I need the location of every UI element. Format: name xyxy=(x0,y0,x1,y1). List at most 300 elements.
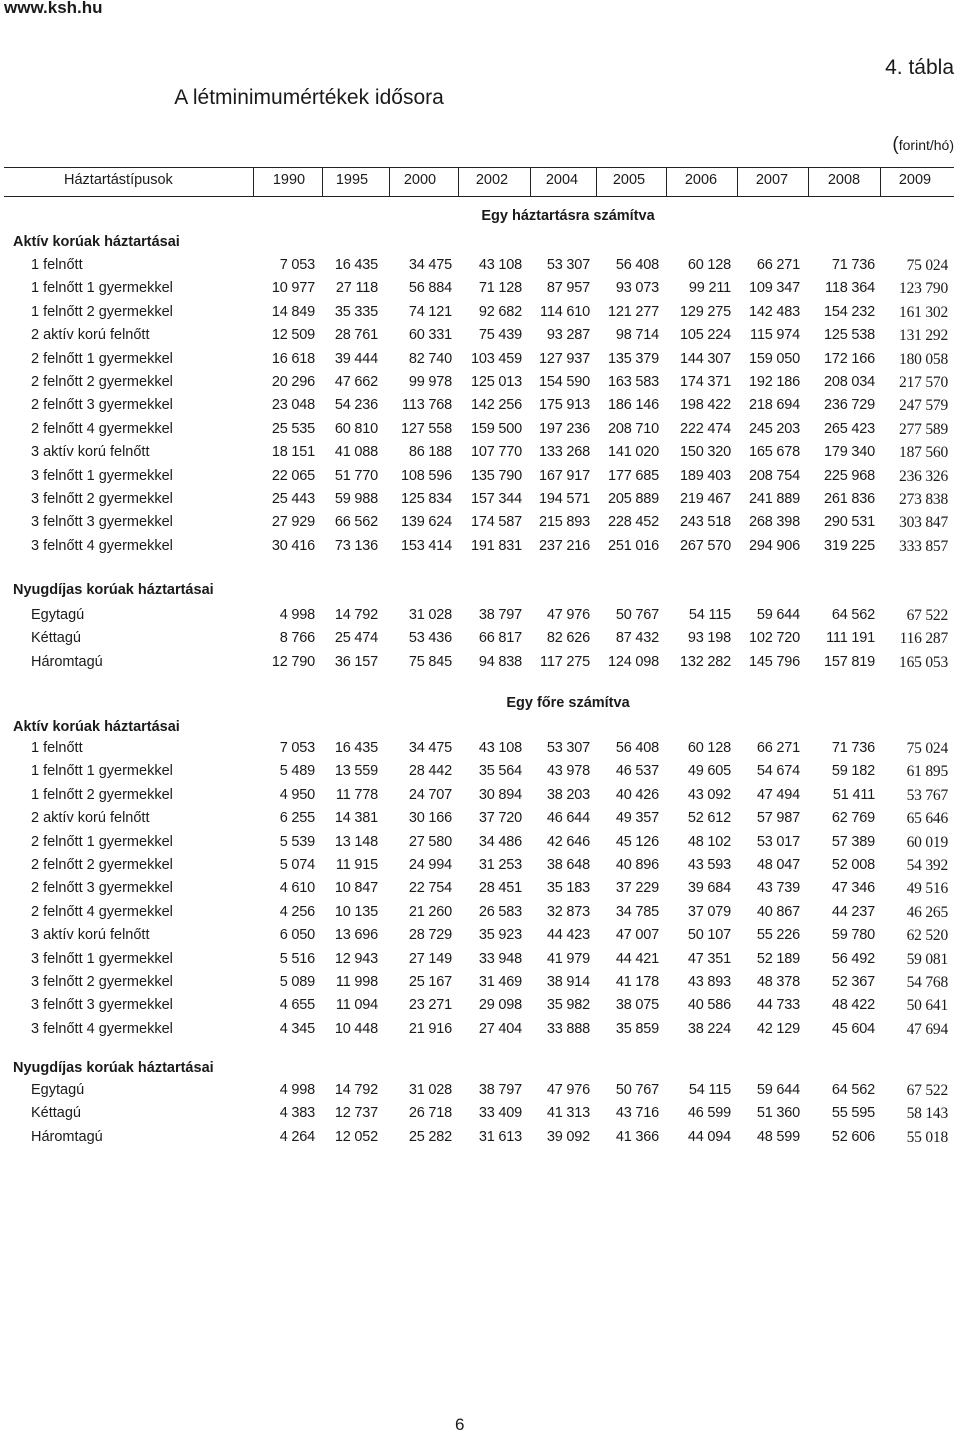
cell-value: 48 422 xyxy=(831,997,875,1014)
cell-value: 268 398 xyxy=(748,514,800,531)
cell-value: 125 013 xyxy=(470,374,522,390)
cell-value: 194 571 xyxy=(538,491,590,507)
row-label: 2 aktív korú felnőtt xyxy=(31,327,150,344)
cell-value: 62 769 xyxy=(831,810,875,827)
cell-value: 25 167 xyxy=(408,974,452,990)
cell-value: 245 203 xyxy=(748,420,800,437)
cell-value: 154 232 xyxy=(823,303,875,320)
header-year: 2008 xyxy=(827,172,861,188)
cell-value: 87 432 xyxy=(615,630,659,647)
cell-value: 4 264 xyxy=(279,1128,315,1145)
cell-value: 165 053 xyxy=(899,653,948,671)
table-row xyxy=(0,257,960,279)
cell-value: 179 340 xyxy=(823,444,875,461)
cell-value: 57 987 xyxy=(756,810,800,827)
cell-value: 98 714 xyxy=(615,327,659,344)
cell-value: 47 662 xyxy=(334,374,378,390)
cell-value: 46 599 xyxy=(687,1105,731,1122)
cell-value: 103 459 xyxy=(470,350,522,367)
table-row xyxy=(0,763,960,785)
cell-value: 52 008 xyxy=(831,857,875,873)
cell-value: 303 847 xyxy=(899,514,948,532)
cell-value: 225 968 xyxy=(823,467,875,484)
cell-value: 23 048 xyxy=(271,397,315,414)
cell-value: 52 606 xyxy=(831,1128,875,1145)
cell-value: 198 422 xyxy=(679,397,731,414)
table-row xyxy=(0,397,960,419)
cell-value: 189 403 xyxy=(679,467,731,484)
cell-value: 47 007 xyxy=(615,927,659,944)
cell-value: 53 767 xyxy=(906,786,948,804)
cell-value: 145 796 xyxy=(748,653,800,670)
header-year: 2004 xyxy=(545,172,579,188)
cell-value: 28 761 xyxy=(334,327,378,344)
cell-value: 116 287 xyxy=(899,630,948,648)
cell-value: 22 065 xyxy=(271,467,315,484)
header-year: 2007 xyxy=(755,172,789,188)
cell-value: 12 943 xyxy=(334,950,378,967)
cell-value: 125 834 xyxy=(400,491,452,507)
page-title xyxy=(0,86,960,110)
cell-value: 14 381 xyxy=(334,810,378,827)
cell-value: 13 696 xyxy=(334,927,378,944)
table-row xyxy=(0,857,960,879)
cell-value: 35 859 xyxy=(615,1020,659,1037)
cell-value: 41 088 xyxy=(334,444,378,461)
cell-value: 14 792 xyxy=(334,1082,378,1098)
cell-value: 75 845 xyxy=(408,653,452,670)
cell-value: 34 486 xyxy=(478,833,522,850)
cell-value: 243 518 xyxy=(679,514,731,531)
cell-value: 30 894 xyxy=(478,786,522,803)
row-label: 1 felnőtt 1 gyermekkel xyxy=(31,763,173,780)
row-label: 3 felnőtt 3 gyermekkel xyxy=(31,997,173,1014)
cell-value: 49 605 xyxy=(687,763,731,780)
cell-value: 47 976 xyxy=(546,607,590,623)
cell-value: 208 710 xyxy=(607,420,659,437)
cell-value: 74 121 xyxy=(408,303,452,320)
cell-value: 43 593 xyxy=(687,857,731,873)
table-row xyxy=(0,538,960,560)
cell-value: 14 792 xyxy=(334,607,378,623)
row-label: 2 felnőtt 4 gyermekkel xyxy=(31,903,173,920)
cell-value: 5 074 xyxy=(279,857,315,873)
table-row xyxy=(0,904,960,926)
cell-value: 37 229 xyxy=(615,880,659,897)
table-row xyxy=(0,421,960,443)
cell-value: 51 770 xyxy=(334,467,378,484)
table-row xyxy=(0,1105,960,1127)
cell-value: 44 421 xyxy=(615,950,659,967)
cell-value: 153 414 xyxy=(400,537,452,554)
cell-value: 44 423 xyxy=(546,927,590,944)
cell-value: 11 094 xyxy=(335,997,378,1014)
unit-label xyxy=(892,134,954,156)
cell-value: 45 126 xyxy=(615,833,659,850)
cell-value: 54 768 xyxy=(906,974,948,991)
cell-value: 41 178 xyxy=(615,974,659,990)
cell-value: 40 896 xyxy=(615,857,659,873)
cell-value: 165 678 xyxy=(748,444,800,461)
row-label: Egytagú xyxy=(31,607,85,623)
cell-value: 197 236 xyxy=(538,420,590,437)
cell-value: 175 913 xyxy=(538,397,590,414)
header-bottom-rule xyxy=(4,196,954,197)
cell-value: 172 166 xyxy=(823,350,875,367)
cell-value: 27 149 xyxy=(408,950,452,967)
cell-value: 251 016 xyxy=(607,537,659,554)
header-year: 2000 xyxy=(403,172,437,188)
cell-value: 26 583 xyxy=(478,903,522,920)
cell-value: 41 979 xyxy=(546,950,590,967)
cell-value: 33 409 xyxy=(478,1105,522,1122)
cell-value: 48 047 xyxy=(756,857,800,873)
cell-value: 5 489 xyxy=(279,763,315,780)
cell-value: 54 115 xyxy=(688,1082,731,1098)
cell-value: 27 404 xyxy=(478,1020,522,1037)
cell-value: 10 847 xyxy=(334,880,378,897)
row-label: 2 felnőtt 3 gyermekkel xyxy=(31,880,173,897)
cell-value: 51 360 xyxy=(756,1105,800,1122)
cell-value: 53 436 xyxy=(408,630,452,647)
cell-value: 27 929 xyxy=(271,514,315,531)
cell-value: 218 694 xyxy=(748,397,800,414)
cell-value: 25 474 xyxy=(334,630,378,647)
cell-value: 12 052 xyxy=(334,1128,378,1145)
cell-value: 24 994 xyxy=(408,857,452,873)
cell-value: 66 271 xyxy=(756,257,800,273)
cell-value: 47 346 xyxy=(831,880,875,897)
cell-value: 191 831 xyxy=(470,537,522,554)
cell-value: 118 364 xyxy=(825,280,875,297)
row-label: 3 aktív korú felnőtt xyxy=(31,444,150,461)
row-label: Háromtagú xyxy=(31,653,103,670)
cell-value: 228 452 xyxy=(607,514,659,531)
cell-value: 115 974 xyxy=(750,327,800,344)
cell-value: 139 624 xyxy=(400,514,452,531)
cell-value: 8 766 xyxy=(279,630,315,647)
cell-value: 47 976 xyxy=(546,1082,590,1098)
cell-value: 13 559 xyxy=(334,763,378,780)
cell-value: 121 277 xyxy=(607,303,659,320)
cell-value: 163 583 xyxy=(607,374,659,390)
table-row xyxy=(0,374,960,396)
table-row xyxy=(0,654,960,676)
table-row xyxy=(0,444,960,466)
cell-value: 25 535 xyxy=(271,420,315,437)
cell-value: 38 224 xyxy=(687,1020,731,1037)
cell-value: 35 982 xyxy=(546,997,590,1014)
table-row xyxy=(0,834,960,856)
cell-value: 157 344 xyxy=(470,491,522,507)
cell-value: 24 707 xyxy=(408,786,452,803)
cell-value: 265 423 xyxy=(823,420,875,437)
cell-value: 135 790 xyxy=(470,467,522,484)
cell-value: 62 520 xyxy=(906,927,948,945)
row-label: 2 felnőtt 4 gyermekkel xyxy=(31,420,173,437)
header-year: 2005 xyxy=(612,172,646,188)
cell-value: 39 684 xyxy=(687,880,731,897)
row-label: 2 felnőtt 2 gyermekkel xyxy=(31,857,173,873)
cell-value: 261 836 xyxy=(823,491,875,507)
cell-value: 247 579 xyxy=(899,397,948,415)
table-row xyxy=(0,787,960,809)
table-row xyxy=(0,1021,960,1043)
cell-value: 93 073 xyxy=(615,280,659,297)
cell-value: 37 720 xyxy=(478,810,522,827)
row-label: 3 felnőtt 3 gyermekkel xyxy=(31,514,173,531)
cell-value: 55 226 xyxy=(756,927,800,944)
cell-value: 31 253 xyxy=(478,857,522,873)
cell-value: 44 094 xyxy=(687,1128,731,1145)
cell-value: 16 618 xyxy=(271,350,315,367)
cell-value: 294 906 xyxy=(748,537,800,554)
group-heading: Nyugdíjas korúak háztartásai xyxy=(13,1060,214,1076)
cell-value: 56 884 xyxy=(408,280,452,297)
cell-value: 21 916 xyxy=(408,1020,452,1037)
cell-value: 60 019 xyxy=(906,833,948,851)
cell-value: 38 648 xyxy=(546,857,590,873)
cell-value: 109 347 xyxy=(748,280,800,297)
row-label: 3 felnőtt 1 gyermekkel xyxy=(31,467,173,484)
cell-value: 73 136 xyxy=(334,537,378,554)
cell-value: 54 115 xyxy=(688,607,731,623)
header-top-rule xyxy=(4,167,954,168)
row-label: 3 felnőtt 2 gyermekkel xyxy=(31,491,173,507)
cell-value: 23 271 xyxy=(408,997,452,1014)
row-label: Egytagú xyxy=(31,1082,85,1098)
cell-value: 61 895 xyxy=(906,763,948,781)
cell-value: 124 098 xyxy=(607,653,659,670)
cell-value: 135 379 xyxy=(607,350,659,367)
cell-value: 208 754 xyxy=(748,467,800,484)
table-row xyxy=(0,607,960,629)
cell-value: 42 129 xyxy=(756,1020,800,1037)
cell-value: 192 186 xyxy=(748,374,800,390)
header-separator xyxy=(737,167,738,196)
cell-value: 75 024 xyxy=(906,740,948,757)
cell-value: 34 785 xyxy=(615,903,659,920)
row-label: 3 felnőtt 4 gyermekkel xyxy=(31,537,173,554)
cell-value: 43 739 xyxy=(756,880,800,897)
cell-value: 13 148 xyxy=(334,833,378,850)
cell-value: 38 797 xyxy=(478,607,522,623)
header-year: 2002 xyxy=(475,172,509,188)
cell-value: 47 351 xyxy=(687,950,731,967)
cell-value: 5 539 xyxy=(279,833,315,850)
cell-value: 45 604 xyxy=(831,1020,875,1037)
cell-value: 40 867 xyxy=(756,903,800,920)
row-label: 1 felnőtt 2 gyermekkel xyxy=(31,303,173,320)
header-household-types: Háztartástípusok xyxy=(64,172,173,188)
cell-value: 187 560 xyxy=(899,444,948,462)
cell-value: 53 307 xyxy=(546,257,590,273)
cell-value: 59 081 xyxy=(906,950,948,968)
cell-value: 92 682 xyxy=(478,303,522,320)
cell-value: 7 053 xyxy=(279,257,315,273)
cell-value: 174 587 xyxy=(470,514,522,531)
table-row xyxy=(0,468,960,490)
row-label: 1 felnőtt xyxy=(31,257,83,273)
cell-value: 159 500 xyxy=(470,420,522,437)
cell-value: 39 092 xyxy=(546,1128,590,1145)
unit-text: forint/hó) xyxy=(898,137,954,153)
cell-value: 59 988 xyxy=(334,491,378,507)
cell-value: 236 729 xyxy=(823,397,875,414)
cell-value: 49 516 xyxy=(906,880,948,898)
cell-value: 123 790 xyxy=(899,280,948,298)
cell-value: 150 320 xyxy=(679,444,731,461)
cell-value: 71 128 xyxy=(478,280,522,297)
table-number: 4. tábla xyxy=(885,56,954,79)
header-separator xyxy=(666,167,667,196)
table-row xyxy=(0,974,960,996)
cell-value: 10 448 xyxy=(334,1020,378,1037)
cell-value: 236 326 xyxy=(899,467,948,485)
row-label: 1 felnőtt xyxy=(31,740,83,756)
cell-value: 31 028 xyxy=(408,607,452,623)
cell-value: 67 522 xyxy=(906,607,948,624)
table-row xyxy=(0,630,960,652)
cell-value: 66 271 xyxy=(756,740,800,756)
cell-value: 237 216 xyxy=(538,537,590,554)
row-label: 2 aktív korú felnőtt xyxy=(31,810,150,827)
cell-value: 4 950 xyxy=(279,786,315,803)
cell-value: 132 282 xyxy=(679,653,731,670)
cell-value: 11 915 xyxy=(335,857,378,873)
table-row xyxy=(0,1082,960,1104)
cell-value: 157 819 xyxy=(823,653,875,670)
cell-value: 167 917 xyxy=(538,467,590,484)
row-label: 1 felnőtt 2 gyermekkel xyxy=(31,786,173,803)
row-label: 1 felnőtt 1 gyermekkel xyxy=(31,280,173,297)
row-label: 2 felnőtt 2 gyermekkel xyxy=(31,374,173,390)
cell-value: 12 790 xyxy=(271,653,315,670)
cell-value: 125 538 xyxy=(823,327,875,344)
cell-value: 267 570 xyxy=(679,537,731,554)
cell-value: 186 146 xyxy=(607,397,659,414)
cell-value: 48 102 xyxy=(687,833,731,850)
cell-value: 290 531 xyxy=(823,514,875,531)
cell-value: 38 203 xyxy=(546,786,590,803)
cell-value: 41 366 xyxy=(615,1128,659,1145)
cell-value: 33 948 xyxy=(478,950,522,967)
cell-value: 222 474 xyxy=(679,420,731,437)
cell-value: 16 435 xyxy=(334,740,378,756)
header-separator xyxy=(808,167,809,196)
table-row xyxy=(0,514,960,536)
cell-value: 53 307 xyxy=(546,740,590,756)
cell-value: 27 118 xyxy=(335,280,378,297)
cell-value: 40 586 xyxy=(687,997,731,1014)
cell-value: 5 516 xyxy=(279,950,315,967)
group-heading: Nyugdíjas korúak háztartásai xyxy=(13,582,214,598)
cell-value: 241 889 xyxy=(748,491,800,507)
header-separator xyxy=(880,167,881,196)
cell-value: 99 211 xyxy=(688,280,731,297)
header-year: 1995 xyxy=(335,172,369,188)
cell-value: 93 287 xyxy=(546,327,590,344)
cell-value: 60 128 xyxy=(687,740,731,756)
row-label: Kéttagú xyxy=(31,1105,81,1122)
site-url[interactable]: www.ksh.hu xyxy=(4,0,103,17)
header-year: 2006 xyxy=(684,172,718,188)
cell-value: 82 740 xyxy=(408,350,452,367)
cell-value: 205 889 xyxy=(607,491,659,507)
row-label: 3 felnőtt 4 gyermekkel xyxy=(31,1020,173,1037)
cell-value: 154 590 xyxy=(538,374,590,390)
cell-value: 38 075 xyxy=(615,997,659,1014)
cell-value: 113 768 xyxy=(402,397,452,414)
cell-value: 127 937 xyxy=(538,350,590,367)
cell-value: 28 451 xyxy=(478,880,522,897)
cell-value: 59 644 xyxy=(756,1082,800,1098)
cell-value: 46 537 xyxy=(615,763,659,780)
cell-value: 27 580 xyxy=(408,833,452,850)
row-label: Kéttagú xyxy=(31,630,81,647)
cell-value: 105 224 xyxy=(679,327,731,344)
cell-value: 52 189 xyxy=(756,950,800,967)
cell-value: 36 157 xyxy=(334,653,378,670)
cell-value: 5 089 xyxy=(279,974,315,990)
cell-value: 217 570 xyxy=(899,374,948,391)
cell-value: 67 522 xyxy=(906,1082,948,1099)
cell-value: 35 923 xyxy=(478,927,522,944)
cell-value: 4 256 xyxy=(279,903,315,920)
row-label: 2 felnőtt 1 gyermekkel xyxy=(31,833,173,850)
cell-value: 141 020 xyxy=(607,444,659,461)
table-row xyxy=(0,810,960,832)
header-separator xyxy=(458,167,459,196)
table-row xyxy=(0,327,960,349)
cell-value: 64 562 xyxy=(831,1082,875,1098)
cell-value: 49 357 xyxy=(615,810,659,827)
cell-value: 52 367 xyxy=(831,974,875,990)
cell-value: 32 873 xyxy=(546,903,590,920)
cell-value: 111 191 xyxy=(826,630,875,647)
cell-value: 11 998 xyxy=(335,974,378,990)
cell-value: 56 408 xyxy=(615,740,659,756)
cell-value: 37 079 xyxy=(687,903,731,920)
cell-value: 159 050 xyxy=(748,350,800,367)
cell-value: 12 509 xyxy=(271,327,315,344)
cell-value: 28 442 xyxy=(408,763,452,780)
cell-value: 14 849 xyxy=(271,303,315,320)
group-heading: Aktív korúak háztartásai xyxy=(13,234,180,250)
row-label: 2 felnőtt 3 gyermekkel xyxy=(31,397,173,414)
cell-value: 273 838 xyxy=(899,491,948,508)
cell-value: 66 562 xyxy=(334,514,378,531)
cell-value: 174 371 xyxy=(679,374,731,390)
cell-value: 4 998 xyxy=(279,607,315,623)
cell-value: 4 383 xyxy=(279,1105,315,1122)
cell-value: 44 237 xyxy=(831,903,875,920)
cell-value: 31 469 xyxy=(478,974,522,990)
cell-value: 7 053 xyxy=(279,740,315,756)
group-heading: Aktív korúak háztartásai xyxy=(13,719,180,735)
cell-value: 93 198 xyxy=(687,630,731,647)
cell-value: 29 098 xyxy=(478,997,522,1014)
cell-value: 71 736 xyxy=(831,257,875,273)
cell-value: 43 716 xyxy=(615,1105,659,1122)
cell-value: 142 483 xyxy=(748,303,800,320)
cell-value: 75 024 xyxy=(906,257,948,274)
cell-value: 107 770 xyxy=(470,444,522,461)
header-separator xyxy=(596,167,597,196)
cell-value: 11 778 xyxy=(335,786,378,803)
cell-value: 87 957 xyxy=(546,280,590,297)
cell-value: 277 589 xyxy=(899,420,948,438)
